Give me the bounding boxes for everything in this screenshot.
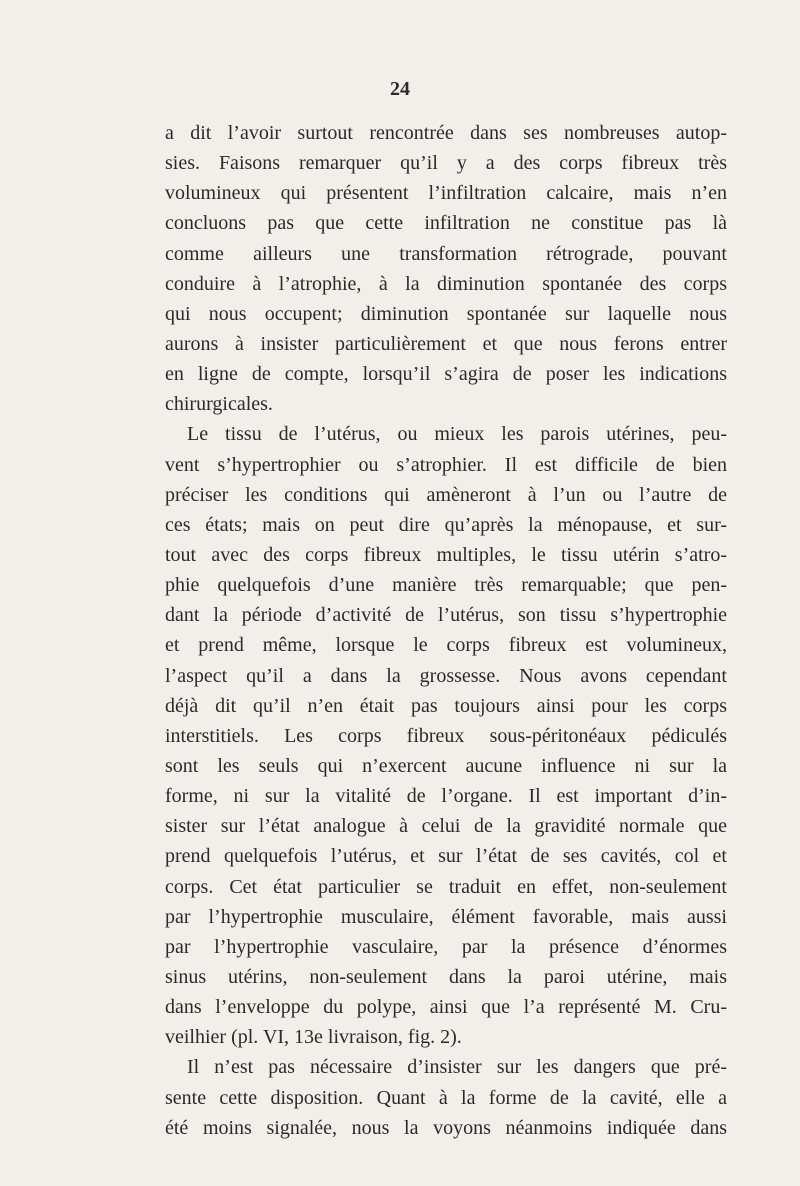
text-line: par l’hypertrophie musculaire, élément favorable, mais aussi — [165, 905, 727, 928]
text-line: et prend même, lorsque le corps fibreux est volumineux, — [165, 634, 727, 657]
page-number: 24 — [390, 78, 410, 100]
text-line: été moins signalée, nous la voyons néanmoins indiquée dans — [165, 1116, 727, 1139]
text-line: prend quelquefois l’utérus, et sur l’état de ses cavités, col et — [165, 845, 727, 868]
text-line: veilhier (pl. VI, 13e livraison, fig. 2). — [165, 1026, 462, 1049]
text-line: Il n’est pas nécessaire d’insister sur les dangers que pré- — [187, 1056, 727, 1079]
text-line: conduire à l’atrophie, à la diminution spontanée des corps — [165, 272, 727, 295]
text-line: concluons pas que cette infiltration ne constitue pas là — [165, 212, 727, 235]
text-line: déjà dit qu’il n’en était pas toujours ainsi pour les corps — [165, 694, 727, 717]
text-line: interstitiels. Les corps fibreux sous-péritonéaux pédiculés — [165, 724, 727, 747]
text-line: sente cette disposition. Quant à la forme de la cavité, elle a — [165, 1086, 727, 1109]
text-line: sies. Faisons remarquer qu’il y a des corps fibreux très — [165, 152, 727, 175]
text-line: dant la période d’activité de l’utérus, son tissu s’hypertrophie — [165, 604, 727, 627]
text-line: a dit l’avoir surtout rencontrée dans ses nombreuses autop- — [165, 122, 727, 144]
text-line: chirurgicales. — [165, 393, 273, 416]
text-line: phie quelquefois d’une manière très remarquable; que pen- — [165, 574, 727, 597]
text-line: qui nous occupent; diminution spontanée sur laquelle nous — [165, 302, 727, 325]
text-line: aurons à insister particulièrement et que nous ferons entrer — [165, 332, 727, 355]
text-line: corps. Cet état particulier se traduit en effet, non-seulement — [165, 875, 727, 898]
text-line: préciser les conditions qui amèneront à l’un ou l’autre de — [165, 483, 727, 506]
text-line: tout avec des corps fibreux multiples, le tissu utérin s’atro- — [165, 543, 727, 566]
text-line: comme ailleurs une transformation rétrograde, pouvant — [165, 242, 727, 265]
text-line: sinus utérins, non-seulement dans la paroi utérine, mais — [165, 965, 727, 988]
text-line: sister sur l’état analogue à celui de la gravidité normale que — [165, 815, 727, 838]
text-line: dans l’enveloppe du polype, ainsi que l’a représenté M. Cru- — [165, 996, 727, 1019]
text-line: forme, ni sur la vitalité de l’organe. Il est important d’in- — [165, 785, 727, 808]
text-line: par l’hypertrophie vasculaire, par la présence d’énormes — [165, 935, 727, 958]
text-line: vent s’hypertrophier ou s’atrophier. Il est difficile de bien — [165, 453, 727, 476]
text-line: sont les seuls qui n’exercent aucune influence ni sur la — [165, 754, 727, 777]
text-line: en ligne de compte, lorsqu’il s’agira de poser les indications — [165, 363, 727, 386]
text-line: l’aspect qu’il a dans la grossesse. Nous avons cependant — [165, 664, 727, 687]
text-line: ces états; mais on peut dire qu’après la ménopause, et sur- — [165, 513, 727, 536]
text-line: Le tissu de l’utérus, ou mieux les parois utérines, peu- — [187, 423, 727, 446]
body-text — [165, 118, 727, 1143]
text-line: volumineux qui présentent l’infiltration calcaire, mais n’en — [165, 182, 727, 205]
